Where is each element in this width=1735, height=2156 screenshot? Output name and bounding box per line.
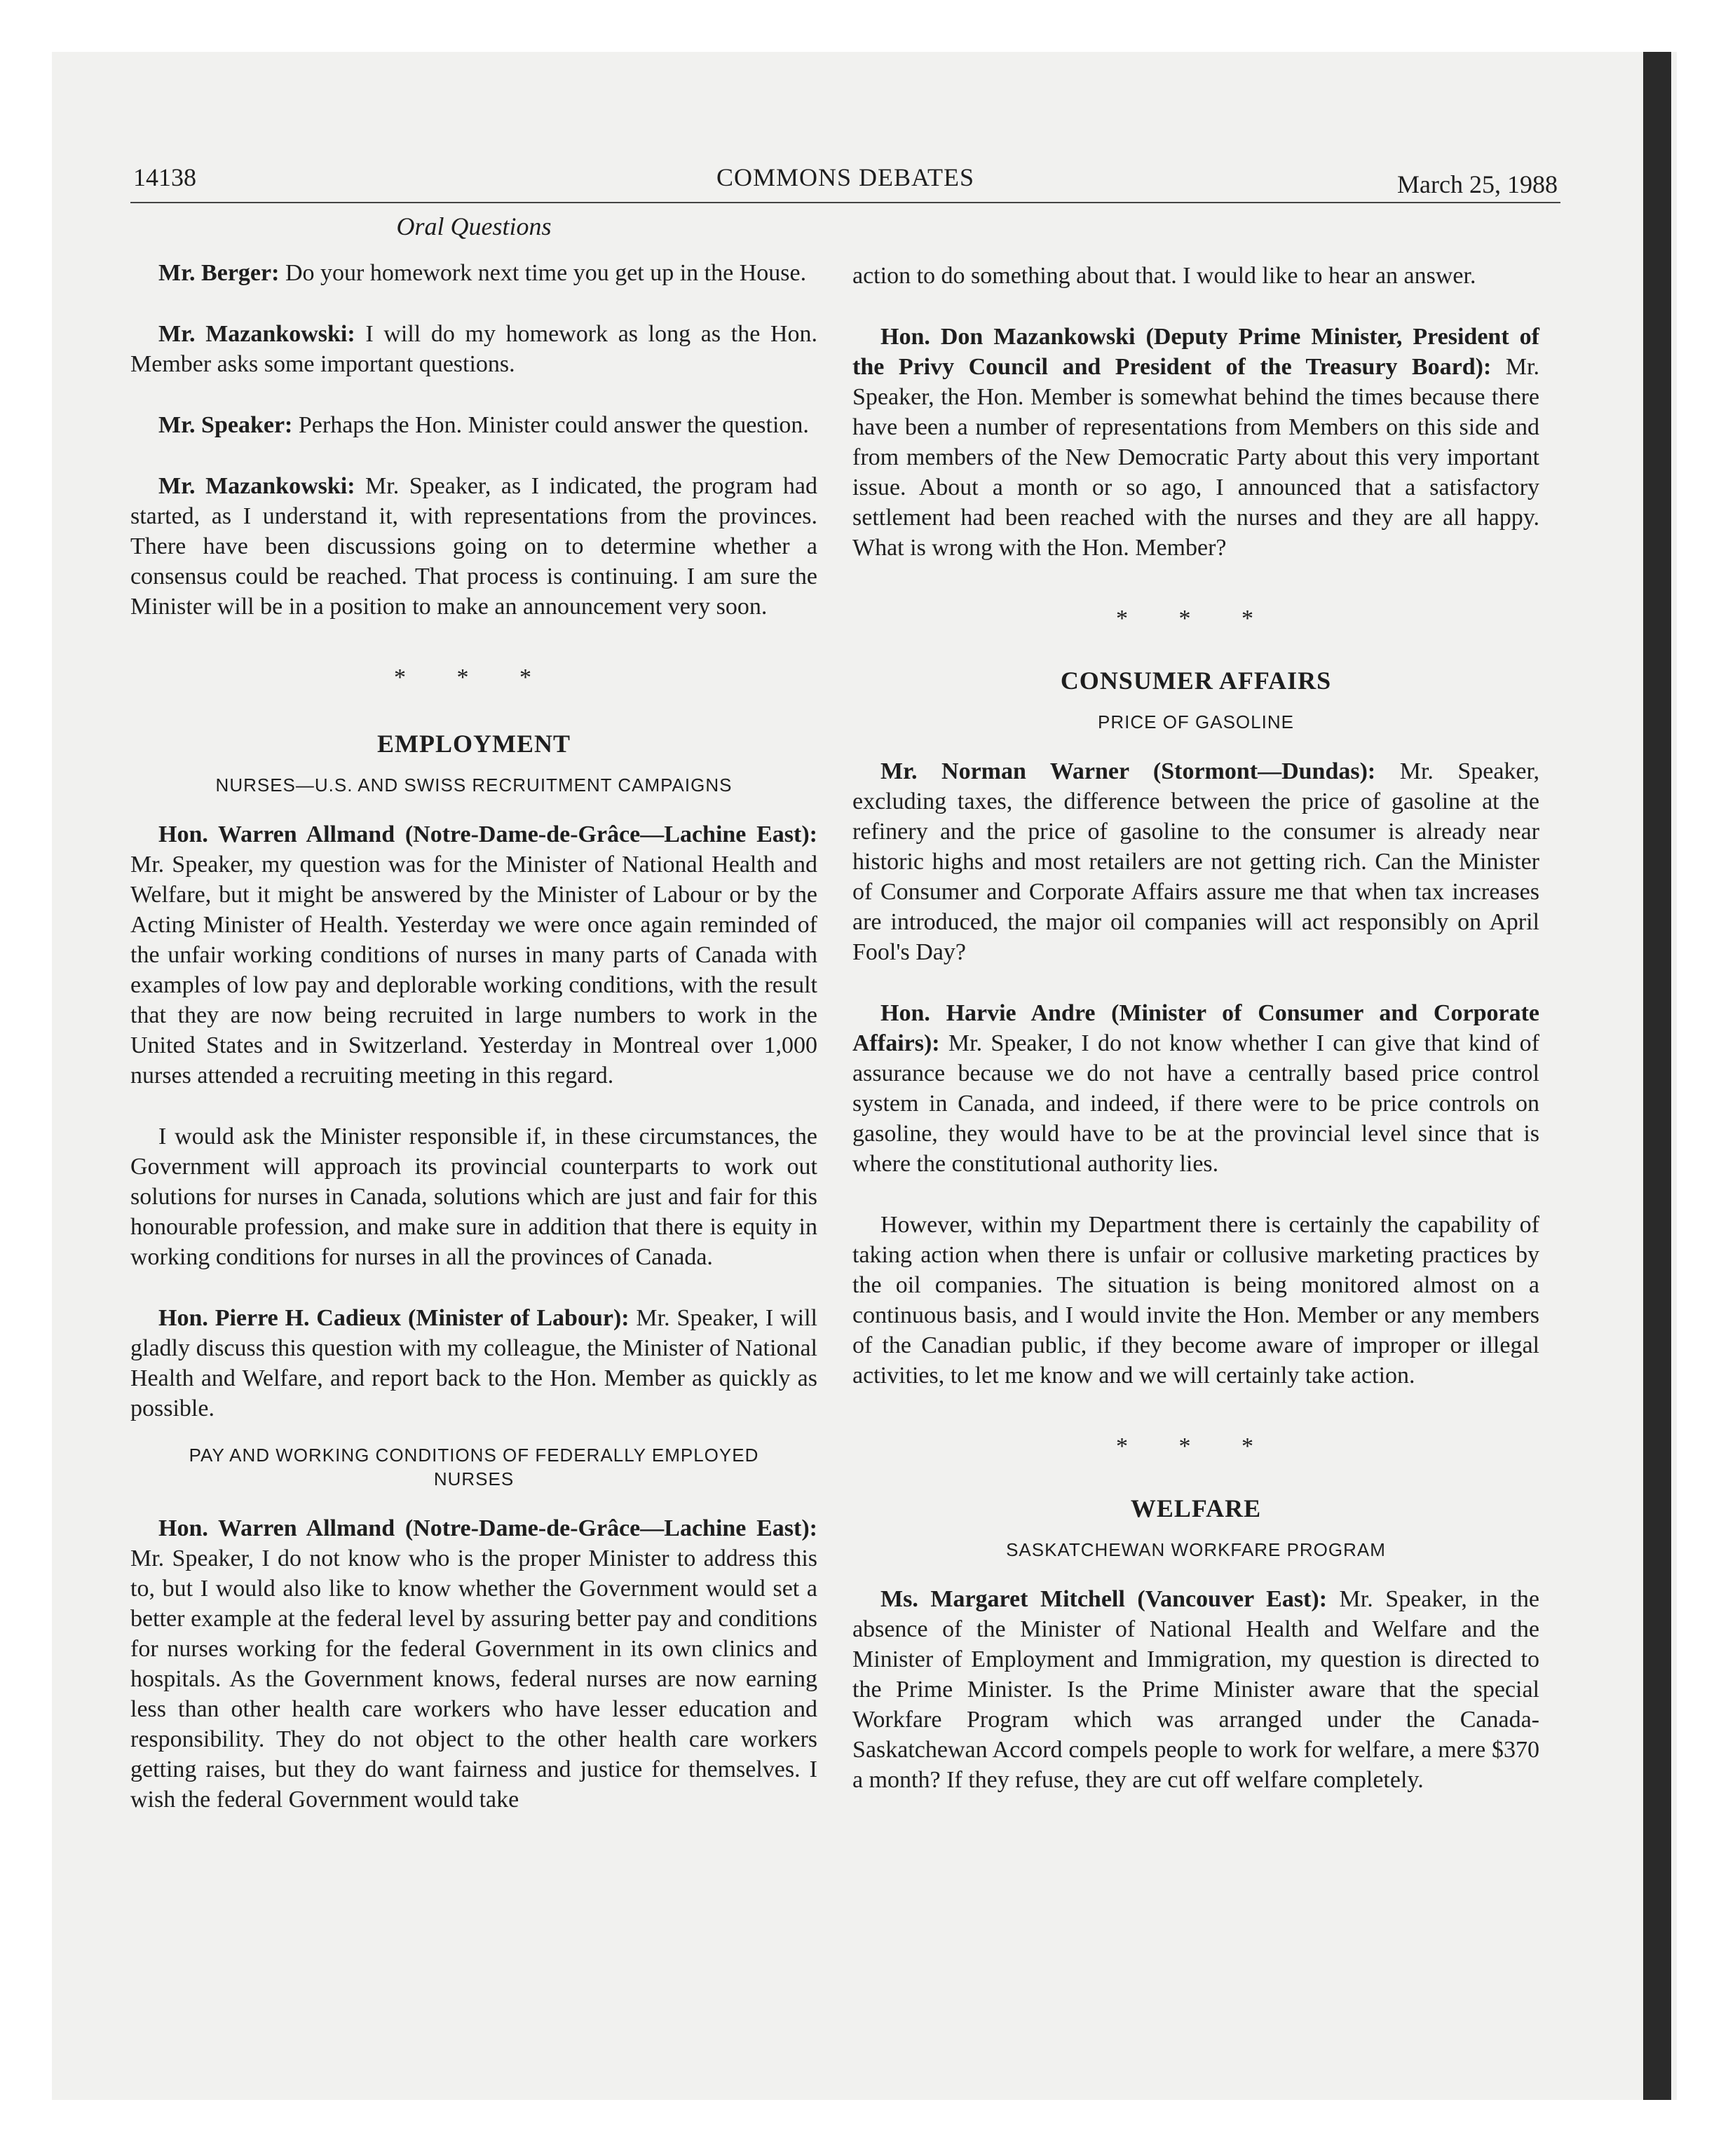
paragraph: I would ask the Minister responsible if, in these circumstances, the Government will approach its provincial counterparts to work out solutions for nurses in Canada, solutions which are just and fair for this honourable profession, and make sure in addition that there is equity in working conditions for nurses in all the provinces of Canada.: [130, 1124, 817, 1270]
publication-title: COMMONS DEBATES: [716, 163, 975, 191]
speech-text: Mr. Speaker, as I indicated, the program had started, as I understand it, with representations from the provinces. There have been discussions going on to determine whether a consensus could be reached. That process is continuing. I am sure the Minister will be in a position to make an announcement very soon.: [130, 473, 818, 620]
paragraph: [852, 998, 1539, 1179]
paragraph: [130, 319, 817, 379]
paragraph: [852, 756, 1539, 967]
speaker-name: Mr. Speaker:: [158, 412, 293, 438]
speech-text: Do your homework next time you get up in the House.: [279, 260, 807, 286]
page-number: 14138: [133, 163, 196, 191]
section-separator: * * *: [1116, 606, 1276, 632]
paragraph: [130, 1303, 817, 1424]
paragraph: [852, 322, 1539, 563]
topic-heading: SASKATCHEWAN WORKFARE PROGRAM: [1006, 1539, 1386, 1560]
speaker-name: Mr. Norman Warner (Stormont—Dundas):: [880, 758, 1376, 784]
speaker-name: Hon. Warren Allmand (Notre-Dame-de-Grâce—Lachine East):: [158, 1515, 817, 1541]
section-title: CONSUMER AFFAIRS: [1060, 667, 1332, 695]
speech-text: Mr. Speaker, excluding taxes, the difference between the price of gasoline at the refinery and the price of gasoline to the consumer is already near historic highs and most retailers are not getting rich. Can the Minister of Consumer and Corporate Affairs assure me that when tax increases are introduced, the major oil companies will act responsibly on April Fool's Day?: [852, 758, 1539, 965]
section-title: WELFARE: [1130, 1494, 1262, 1522]
section-title: EMPLOYMENT: [377, 730, 571, 758]
speaker-name: Ms. Margaret Mitchell (Vancouver East):: [880, 1586, 1328, 1612]
speaker-name: Hon. Harvie Andre (Minister of Consumer and Corporate Affairs):: [852, 1000, 1539, 1056]
speaker-name: Mr. Berger:: [158, 260, 280, 286]
scan-edge-bar: [1643, 52, 1671, 2100]
speech-text: Mr. Speaker, in the absence of the Minister of National Health and Welfare and the Minister of Employment and Immigration, my question is directed to the Prime Minister. Is the Prime Minister aware that the special Workfare Program which was arranged under the Canada-Saskatchewan Accord compels people to work for welfare, a mere $370 a month? If they refuse, they are cut off welfare completely.: [852, 1586, 1539, 1793]
speech-text: Mr. Speaker, my question was for the Minister of National Health and Welfare, but it might be answered by the Minister of Labour or by the Acting Minister of Health. Yesterday we were once again reminded of the unfair working conditions of nurses in many parts of Canada with examples of low pay and deplorable working conditions, with the result that they are now being recruited in large numbers to work in the United States and in Switzerland. Yesterday in Montreal over 1,000 nurses attended a recruiting meeting in this regard.: [130, 852, 817, 1089]
left-column: [130, 258, 817, 1845]
speaker-name: Hon. Pierre H. Cadieux (Minister of Labour):: [158, 1305, 630, 1331]
speech-text: Mr. Speaker, I will gladly discuss this question with my colleague, the Minister of National Health and Welfare, and report back to the Hon. Member as quickly as possible.: [130, 1305, 817, 1421]
paragraph: [130, 1513, 817, 1815]
section-separator: * * *: [1116, 1433, 1276, 1459]
page-header: [130, 163, 1560, 203]
topic-heading: PAY AND WORKING CONDITIONS OF FEDERALLY EMPLOYED NURSES: [189, 1445, 759, 1489]
section-separator: * * *: [394, 664, 554, 690]
speech-text: Mr. Speaker, I do not know who is the proper Minister to address this to, but I would also like to know whether the Government would set a better example at the federal level by assuring better pay and conditions for nurses working for the federal Government in its own clinics and hospitals. As the Government knows, federal nurses are now earning less than other health care workers who have lesser education and responsibility. They do not object to the other health care workers getting raises, but they do want fairness and justice for themselves. I wish the federal Government would take: [130, 1546, 817, 1813]
paragraph: [130, 410, 817, 440]
paragraph: However, within my Department there is certainly the capability of taking action when there is unfair or collusive marketing practices by the oil companies. The situation is being monitored almost on a continuous basis, and I would invite the Hon. Member or any members of the Canadian public, if they become aware of improper or illegal activities, to let me know and we will certainly take action.: [852, 1212, 1539, 1389]
speaker-name: Mr. Mazankowski:: [158, 473, 355, 499]
speaker-name: Mr. Mazankowski:: [158, 321, 355, 347]
paragraph: action to do something about that. I would like to hear an answer.: [852, 263, 1476, 289]
topic-heading: PRICE OF GASOLINE: [1098, 711, 1294, 732]
paragraph: [852, 1584, 1539, 1795]
paragraph: [130, 471, 817, 622]
speaker-name: Hon. Don Mazankowski (Deputy Prime Minister, President of the Privy Council and President of the Treasury Board):: [852, 324, 1539, 380]
speech-text: I will do my homework as long as the Hon. Member asks some important questions.: [130, 321, 817, 377]
speech-text: Mr. Speaker, I do not know whether I can give that kind of assurance because we do not have a centrally based price control system in Canada, and indeed, if there were to be price controls on gasoline, they would have to be at the provincial level since that is where the constitutional authority lies.: [852, 1030, 1539, 1177]
speech-text: Perhaps the Hon. Minister could answer the question.: [292, 412, 809, 438]
speech-text: Mr. Speaker, the Hon. Member is somewhat behind the times because there have been a number of representations from Members on this side and from members of the New Democratic Party about this very important issue. About a month or so ago, I announced that a satisfactory settlement had been reached with the nurses and they are all happy. What is wrong with the Hon. Member?: [852, 354, 1539, 561]
right-column: [852, 261, 1539, 1826]
paragraph: [130, 258, 817, 288]
topic-heading: NURSES—U.S. AND SWISS RECRUITMENT CAMPAIGNS: [215, 775, 733, 796]
speaker-name: Hon. Warren Allmand (Notre-Dame-de-Grâce—Lachine East):: [158, 821, 817, 847]
page-date: March 25, 1988: [1397, 170, 1558, 198]
section-subheader: Oral Questions: [396, 212, 552, 240]
paragraph: [130, 819, 817, 1091]
